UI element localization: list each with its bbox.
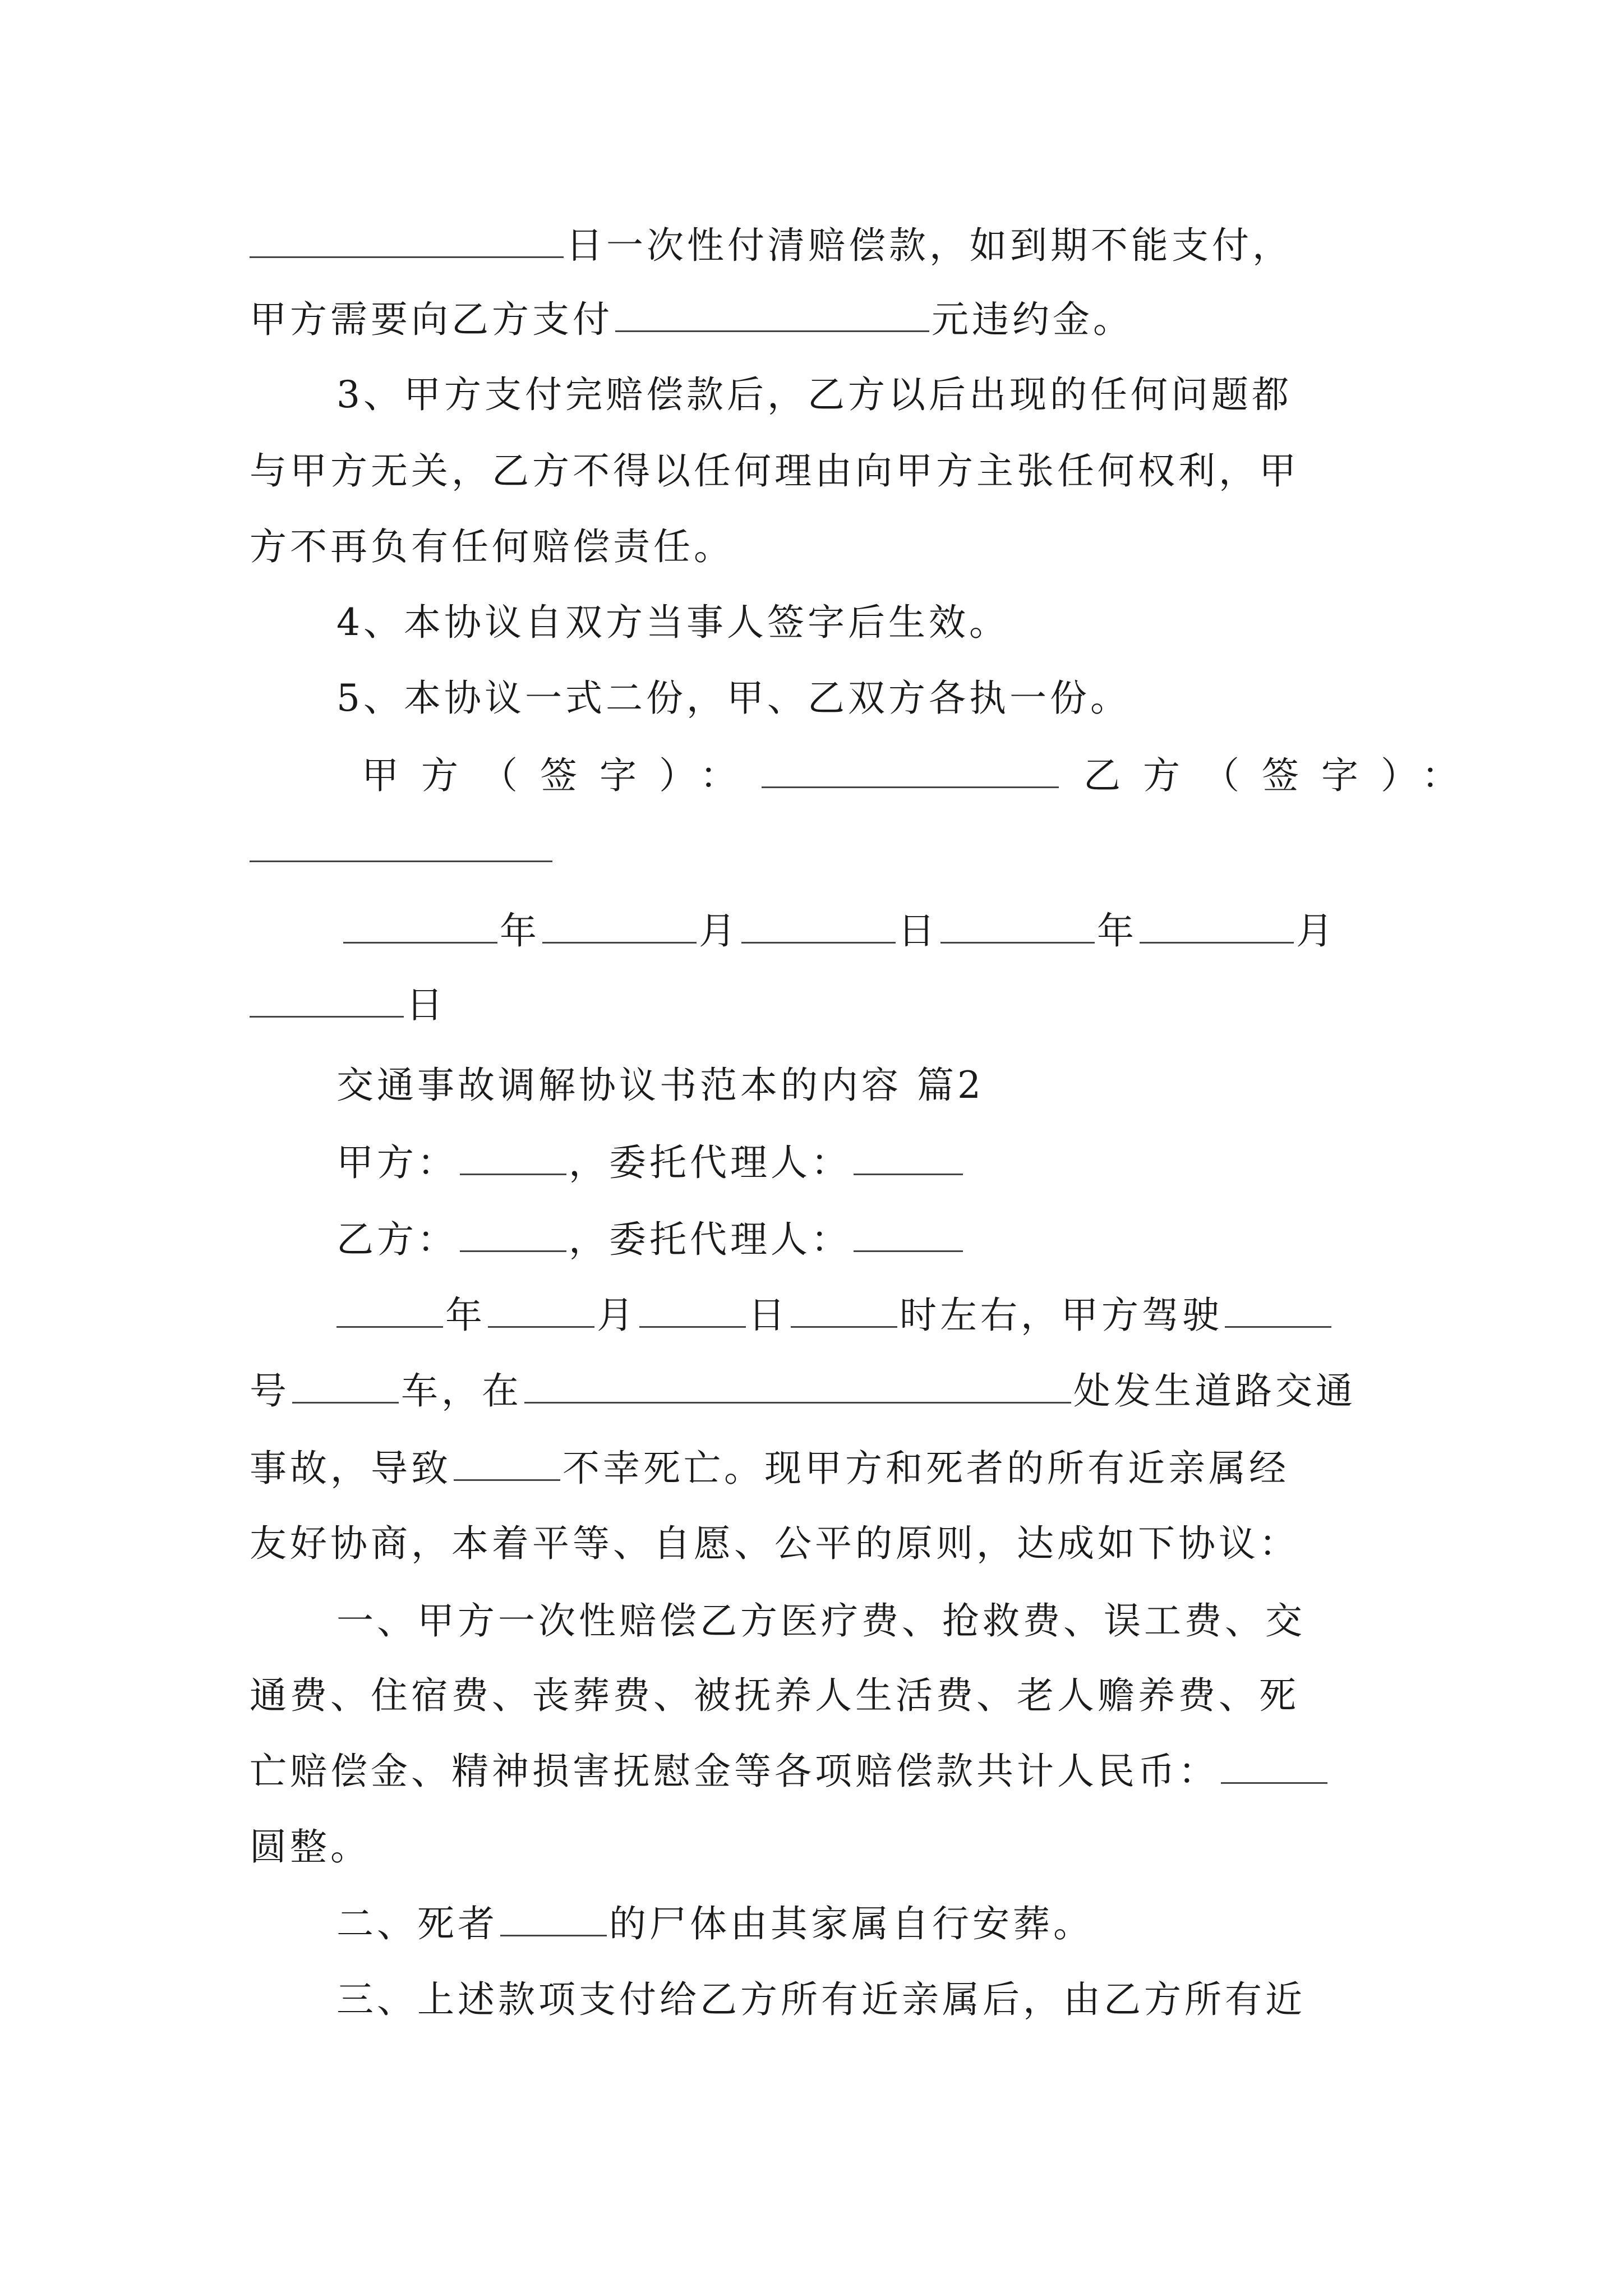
item-4: 4、本协议自双方当事人签字后生效。 — [336, 601, 1009, 644]
item-5: 5、本协议一式二份，甲、乙双方各执一份。 — [336, 677, 1131, 720]
party-b-line: 乙方： ，委托代理人： — [336, 1217, 1486, 1262]
accident-line-1: 年 月 日 时左右，甲方驾驶 — [336, 1293, 1486, 1338]
item-3-line-1: 3、甲方支付完赔偿款后，乙方以后出现的任何问题都 — [336, 373, 1292, 416]
blank-vehicle-type — [292, 1369, 399, 1404]
sign-party-a-label: 甲方（签字）： — [362, 754, 759, 797]
blank-sign-b — [250, 828, 552, 862]
blank-acc-month — [488, 1294, 594, 1328]
date-line: 年 月 日 年 月 — [343, 909, 1493, 954]
paragraph-payment-line-1: 日一次性付清赔偿款，如到期不能支付， — [250, 223, 1399, 268]
blank-penalty-amount — [615, 298, 929, 332]
blank-agent-b — [854, 1218, 963, 1252]
blank-month-a — [542, 909, 697, 944]
blank-day-a — [741, 909, 896, 944]
blank-total-amount — [1221, 1750, 1327, 1784]
blank-sign-a — [762, 754, 1059, 788]
blank-acc-day — [639, 1294, 746, 1328]
article-2: 二、死者 的尸体由其家属自行安葬。 — [336, 1902, 1094, 1945]
article-3-line-1: 三、上述款项支付给乙方所有近亲属后，由乙方所有近 — [336, 1978, 1306, 2021]
blank-acc-year — [336, 1294, 443, 1328]
blank-agent-a — [854, 1141, 963, 1175]
item-3-line-3: 方不再负有任何赔偿责任。 — [250, 525, 734, 568]
blank-party-a — [460, 1141, 566, 1175]
party-a-line: 甲方： ，委托代理人： — [336, 1140, 1486, 1185]
blank-vehicle-plate — [1225, 1294, 1331, 1328]
accident-line-2: 号 车，在 处发生道路交通 — [250, 1369, 1356, 1412]
blank-deceased-name — [500, 1902, 607, 1936]
sign-party-b-label: 乙方（签字）： — [1083, 754, 1481, 797]
article-1-line-1: 一、甲方一次性赔偿乙方医疗费、抢救费、误工费、交 — [336, 1599, 1306, 1642]
paragraph-payment-line-2: 甲方需要向乙方支付 元违约金。 — [250, 298, 1133, 341]
blank-year-b — [940, 909, 1095, 944]
accident-line-4: 友好协商，本着平等、自愿、公平的原则，达成如下协议： — [250, 1522, 1299, 1565]
item-3-line-2: 与甲方无关，乙方不得以任何理由向甲方主张任何权利，甲 — [250, 449, 1299, 493]
blank-deceased — [454, 1447, 560, 1481]
signature-line-2 — [250, 827, 1399, 872]
blank-acc-hour — [791, 1294, 897, 1328]
blank-year-a — [343, 909, 497, 944]
accident-line-3: 事故，导致 不幸死亡。现甲方和死者的所有近亲属经 — [250, 1447, 1289, 1490]
blank-location — [524, 1369, 1071, 1404]
blank-day-b — [250, 983, 404, 1018]
signature-line — [362, 753, 1511, 798]
blank-month-b — [1140, 909, 1294, 944]
blank-date — [250, 224, 564, 258]
section-2-title: 交通事故调解协议书范本的内容 篇2 — [336, 1064, 984, 1107]
article-1-line-4: 圆整。 — [250, 1825, 371, 1869]
article-1-line-2: 通费、住宿费、丧葬费、被抚养人生活费、老人赡养费、死 — [250, 1674, 1299, 1717]
article-1-line-3: 亡赔偿金、精神损害抚慰金等各项赔偿款共计人民币： — [250, 1749, 1399, 1794]
blank-party-b — [460, 1218, 566, 1252]
date-line-2: 日 — [250, 983, 1399, 1028]
